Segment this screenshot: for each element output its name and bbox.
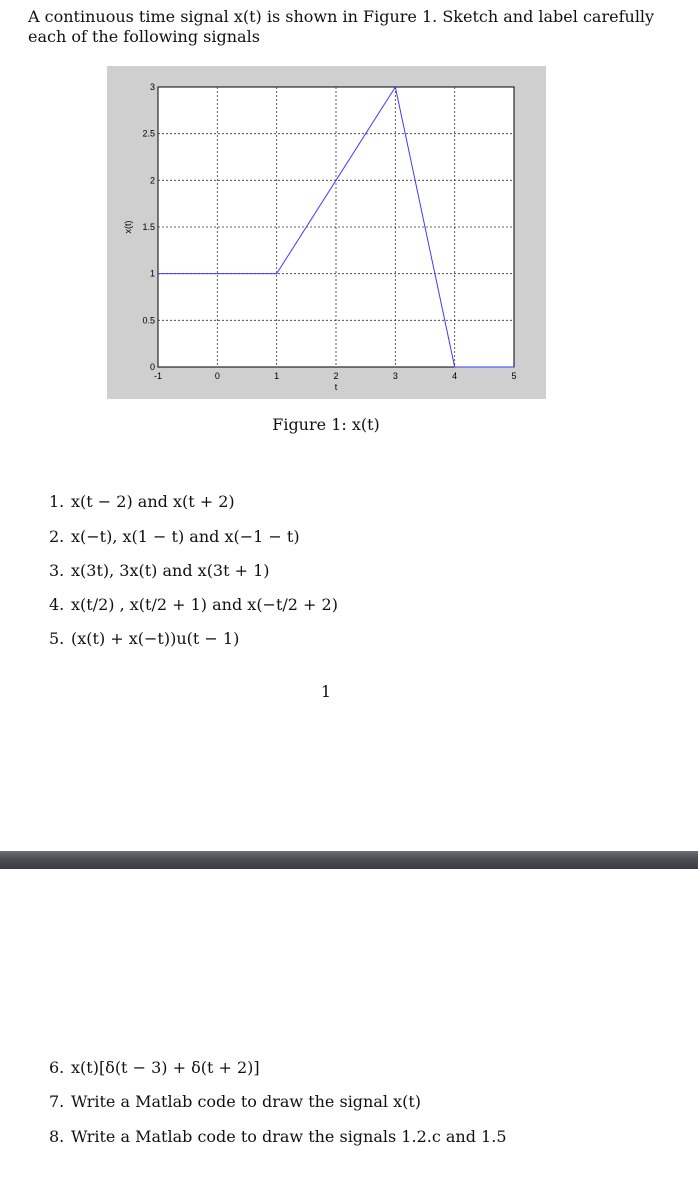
y-tick-label: 2 (149, 175, 155, 186)
item-text: x(−t), x(1 − t) and x(−1 − t) (71, 527, 300, 546)
list-item (49, 629, 239, 649)
figure-1-plot (107, 66, 546, 399)
item-text: x(t)[δ(t − 3) + δ(t + 2)] (71, 1058, 260, 1077)
x-axis-label: t (334, 382, 338, 392)
x-tick-label: 5 (511, 371, 517, 381)
x-tick-label: 2 (333, 371, 339, 381)
x-tick-label: 4 (452, 371, 458, 381)
item-number: 7. (49, 1092, 65, 1111)
item-text: Write a Matlab code to draw the signals 1.2.c and 1.5 (71, 1127, 507, 1146)
page-number: 1 (320, 682, 332, 701)
y-axis-label: x(t) (123, 220, 133, 234)
y-tick-label: 0 (149, 362, 155, 372)
x-tick-label: -1 (153, 371, 163, 381)
item-text: x(t/2) , x(t/2 + 1) and x(−t/2 + 2) (71, 595, 338, 614)
item-text: x(3t), 3x(t) and x(3t + 1) (71, 561, 270, 580)
signal-plot (107, 66, 546, 399)
item-number: 2. (49, 527, 65, 546)
y-tick-label: 1 (149, 268, 155, 279)
item-number: 4. (49, 595, 65, 614)
item-text: Write a Matlab code to draw the signal x(t) (71, 1092, 422, 1111)
x-tick-label: 1 (274, 371, 280, 381)
y-tick-label: 2.5 (142, 128, 155, 139)
item-number: 8. (49, 1127, 65, 1146)
list-item (49, 1058, 260, 1078)
list-item (49, 1127, 507, 1147)
problem-intro (28, 7, 668, 47)
list-item (49, 1092, 421, 1112)
item-number: 6. (49, 1058, 65, 1077)
list-item (49, 595, 338, 615)
y-tick-label: 1.5 (142, 222, 155, 232)
list-item (49, 561, 270, 581)
item-number: 3. (49, 561, 65, 580)
intro-line-1: A continuous time signal x(t) is shown in Figure 1. Sketch and label carefully (28, 7, 655, 26)
y-tick-label: 0.5 (142, 315, 155, 326)
list-item (49, 492, 235, 512)
page-divider-bar (0, 851, 698, 869)
x-tick-label: 3 (392, 371, 398, 381)
item-text: (x(t) + x(−t))u(t − 1) (71, 629, 240, 648)
x-tick-label: 0 (214, 371, 220, 381)
item-number: 5. (49, 629, 65, 648)
list-item (49, 527, 300, 547)
figure-caption: Figure 1: x(t) (272, 415, 380, 434)
item-number: 1. (49, 492, 65, 511)
document-page-2 (0, 869, 698, 1200)
intro-line-2: each of the following signals (28, 27, 260, 46)
y-tick-label: 3 (149, 82, 155, 92)
item-text: x(t − 2) and x(t + 2) (71, 492, 235, 511)
